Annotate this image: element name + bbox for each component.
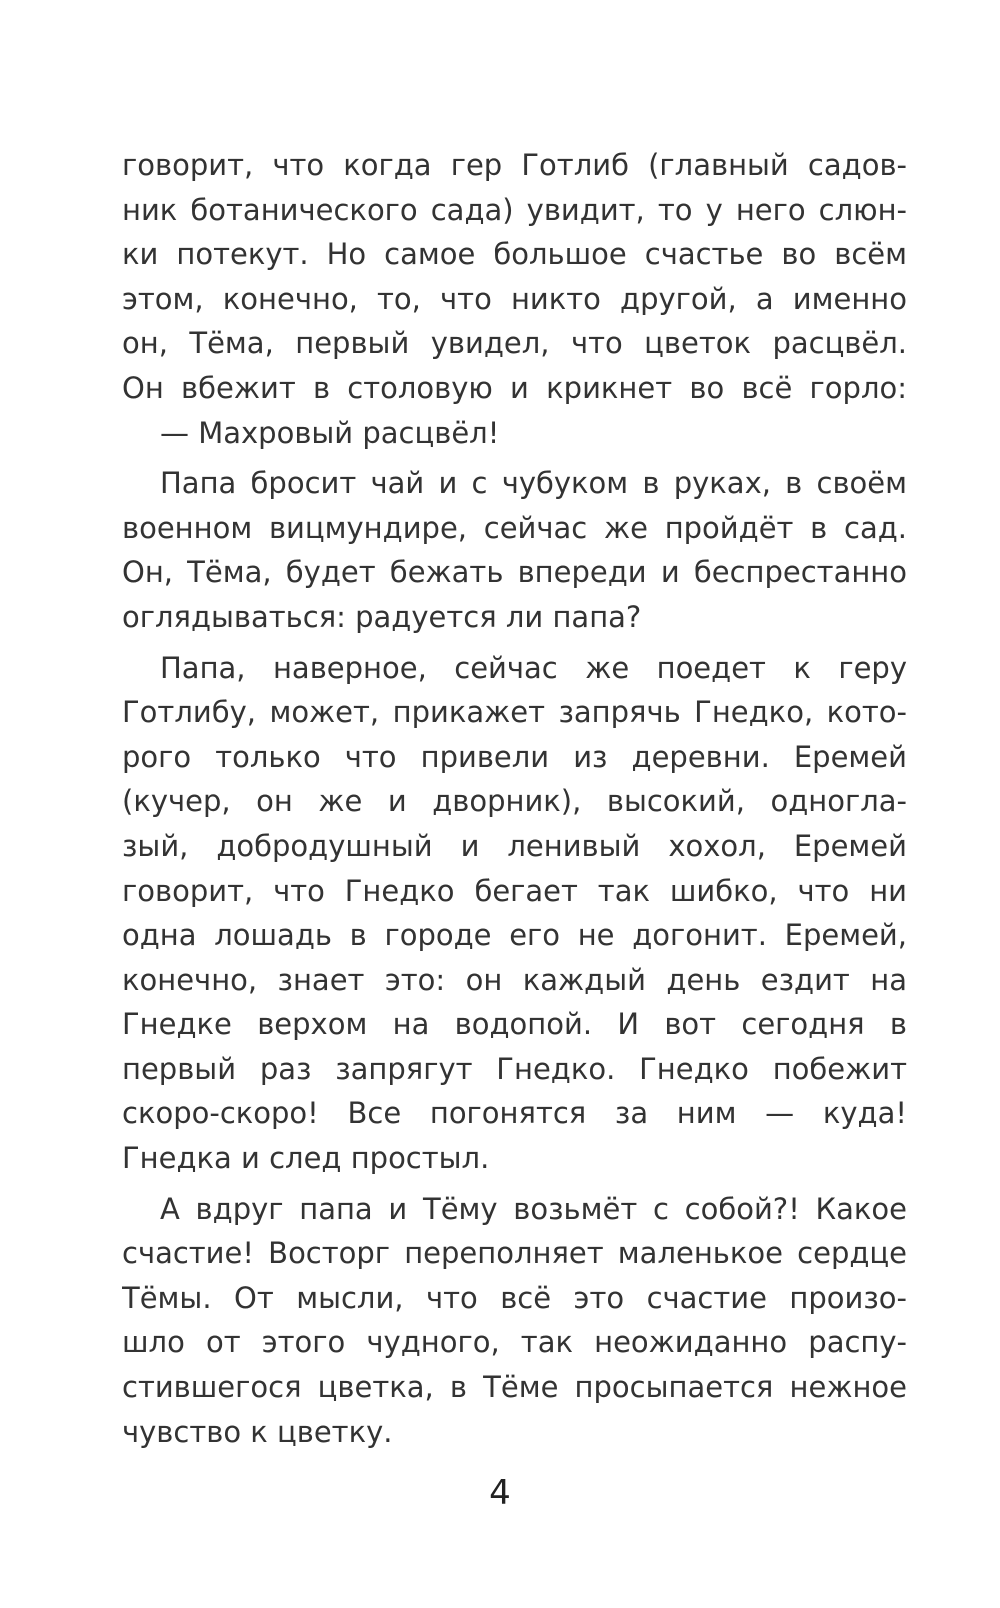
text-line: зый, добродушный и ленивый хохол, Еремей bbox=[122, 828, 907, 863]
paragraph bbox=[122, 143, 907, 411]
text-line: скоро-скоро! Все погонятся за ним — куда! bbox=[122, 1096, 907, 1131]
text-line: счастие! Восторг переполняет маленькое сердце bbox=[122, 1236, 907, 1271]
text-line: чувство к цветку. bbox=[122, 1414, 393, 1449]
text-line: одна лошадь в городе его не догонит. Еремей, bbox=[122, 918, 907, 953]
page-number: 4 bbox=[489, 1473, 511, 1513]
text-line: первый раз запрягут Гнедко. Гнедко побежит bbox=[122, 1051, 907, 1086]
text-line: А вдруг папа и Тёму возьмёт с собой?! Какое bbox=[160, 1191, 907, 1226]
text-line: говорит, что Гнедко бегает так шибко, что ни bbox=[122, 873, 907, 908]
text-line: ки потекут. Но самое большое счастье во всём bbox=[122, 237, 907, 272]
text-line: стившегося цветка, в Тёме просыпается нежное bbox=[122, 1370, 907, 1405]
paragraph bbox=[122, 411, 907, 456]
text-line: Тёмы. От мысли, что всё это счастие произо- bbox=[122, 1280, 907, 1315]
text-line: этом, конечно, то, что никто другой, а именно bbox=[122, 281, 907, 316]
text-line: Папа, наверное, сейчас же поедет к геру bbox=[160, 650, 907, 685]
text-line: Гнедка и след простыл. bbox=[122, 1141, 490, 1176]
paragraph bbox=[122, 461, 907, 639]
book-page-text bbox=[122, 143, 907, 1454]
text-line: конечно, знает это: он каждый день ездит на bbox=[122, 962, 907, 997]
text-line: Он вбежит в столовую и крикнет во всё горло: bbox=[122, 370, 907, 405]
text-line: говорит, что когда гер Готлиб (главный садов- bbox=[122, 148, 907, 182]
text-line: Папа бросит чай и с чубуком в руках, в своём bbox=[160, 466, 907, 501]
text-line: — Махровый расцвёл! bbox=[160, 415, 500, 450]
text-line: ник ботанического сада) увидит, то у него слюн- bbox=[122, 192, 907, 227]
text-line: оглядываться: радуется ли папа? bbox=[122, 599, 642, 634]
paragraph bbox=[122, 1187, 907, 1455]
text-line: Готлибу, может, прикажет запрячь Гнедко, кото- bbox=[122, 695, 907, 730]
text-line: шло от этого чудного, так неожиданно распу- bbox=[122, 1325, 907, 1360]
text-line: (кучер, он же и дворник), высокий, одногла- bbox=[122, 784, 907, 819]
text-line: он, Тёма, первый увидел, что цветок расцвёл. bbox=[122, 326, 907, 361]
text-line: военном вицмундире, сейчас же пройдёт в сад. bbox=[122, 510, 907, 545]
text-line: Он, Тёма, будет бежать впереди и беспрестанно bbox=[122, 555, 907, 590]
text-line: рого только что привели из деревни. Еремей bbox=[122, 739, 907, 774]
paragraph bbox=[122, 646, 907, 1181]
text-line: Гнедке верхом на водопой. И вот сегодня в bbox=[122, 1007, 907, 1042]
